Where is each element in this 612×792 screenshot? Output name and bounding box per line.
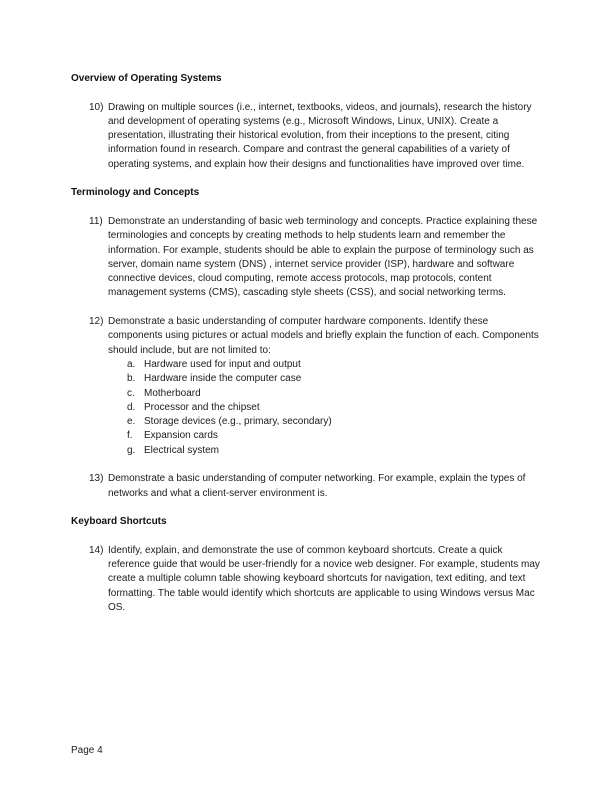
- sub-item-text: Expansion cards: [144, 430, 218, 442]
- sub-item-text: Processor and the chipset: [144, 401, 260, 413]
- page-number: Page 4: [71, 745, 103, 756]
- sub-item-letter: e.: [127, 416, 136, 428]
- section-heading-overview-of-operating-systems: Overview of Operating Systems: [71, 73, 222, 84]
- sub-item-text: Hardware used for input and output: [144, 358, 301, 370]
- sub-item-c: [127, 387, 540, 401]
- sub-item-e: [127, 415, 540, 429]
- item-text: Demonstrate a basic understanding of computer hardware components. Identify these components using pictures or actual models and briefly explain the function of each. Components should include, but are not limited to:: [108, 316, 539, 356]
- sub-item-d: [127, 401, 540, 415]
- sub-item-text: Hardware inside the computer case: [144, 373, 302, 385]
- sub-item-b: [127, 372, 540, 386]
- sub-item-letter: d.: [127, 401, 136, 413]
- sub-item-letter: c.: [127, 387, 135, 399]
- sub-item-f: [127, 429, 540, 443]
- list-item-13: [89, 472, 540, 501]
- list-item-12: [89, 315, 540, 458]
- item-text: Drawing on multiple sources (i.e., internet, textbooks, videos, and journals), research the history and development of operating systems (e.g., Microsoft Windows, Linux, UNIX). Create a presentation, illustrating their historical evolution, from their inceptions to the present, citing information found in research. Compare and contrast the general capabilities of a variety of operating systems, and explain how their designs and functionalities have improved over time.: [108, 101, 532, 170]
- hardware-components-sublist: [108, 358, 540, 458]
- item-number: 13): [89, 473, 104, 485]
- section-heading-keyboard-shortcuts: Keyboard Shortcuts: [71, 516, 167, 528]
- sub-item-letter: b.: [127, 373, 136, 385]
- sub-item-letter: f.: [127, 430, 133, 442]
- item-number: 10): [89, 101, 104, 113]
- sub-item-text: Electrical system: [144, 444, 220, 456]
- list-item-11: [89, 215, 540, 301]
- list-item-10: [89, 101, 540, 172]
- sub-item-text: Storage devices (e.g., primary, secondary): [144, 416, 332, 428]
- item-number: 14): [89, 544, 104, 556]
- item-text: Demonstrate an understanding of basic web terminology and concepts. Practice explaining these terminologies and concepts by creating methods to help students learn and remember the information. For example, students should be able to explain the purpose of terminology such as server, domain name system (DNS) , internet service provider (ISP), hardware and software connective devices, cloud computing, remote access protocols, map protocols, content management systems (CMS), cascading style sheets (CSS), and social networking terms.: [108, 215, 538, 299]
- sub-item-letter: g.: [127, 444, 136, 456]
- item-number: 11): [89, 215, 103, 227]
- sub-item-g: [127, 444, 540, 458]
- item-body: [108, 315, 540, 458]
- item-text: Demonstrate a basic understanding of computer networking. For example, explain the types of networks and what a client-server environment is.: [108, 473, 526, 499]
- list-item-14: [89, 544, 540, 615]
- sub-item-a: [127, 358, 540, 372]
- item-number: 12): [89, 316, 104, 328]
- section-heading-terminology-and-concepts: Terminology and Concepts: [71, 187, 200, 199]
- sub-item-text: Motherboard: [144, 387, 201, 399]
- item-text: Identify, explain, and demonstrate the use of common keyboard shortcuts. Create a quick reference guide that would be user-friendly for a novice web designer. For example, students may create a multiple column table showing keyboard shortcuts for navigation, text editing, and text formatting. The table would identify which shortcuts are applicable to using Windows versus Mac OS.: [108, 544, 540, 613]
- sub-item-letter: a.: [127, 358, 136, 370]
